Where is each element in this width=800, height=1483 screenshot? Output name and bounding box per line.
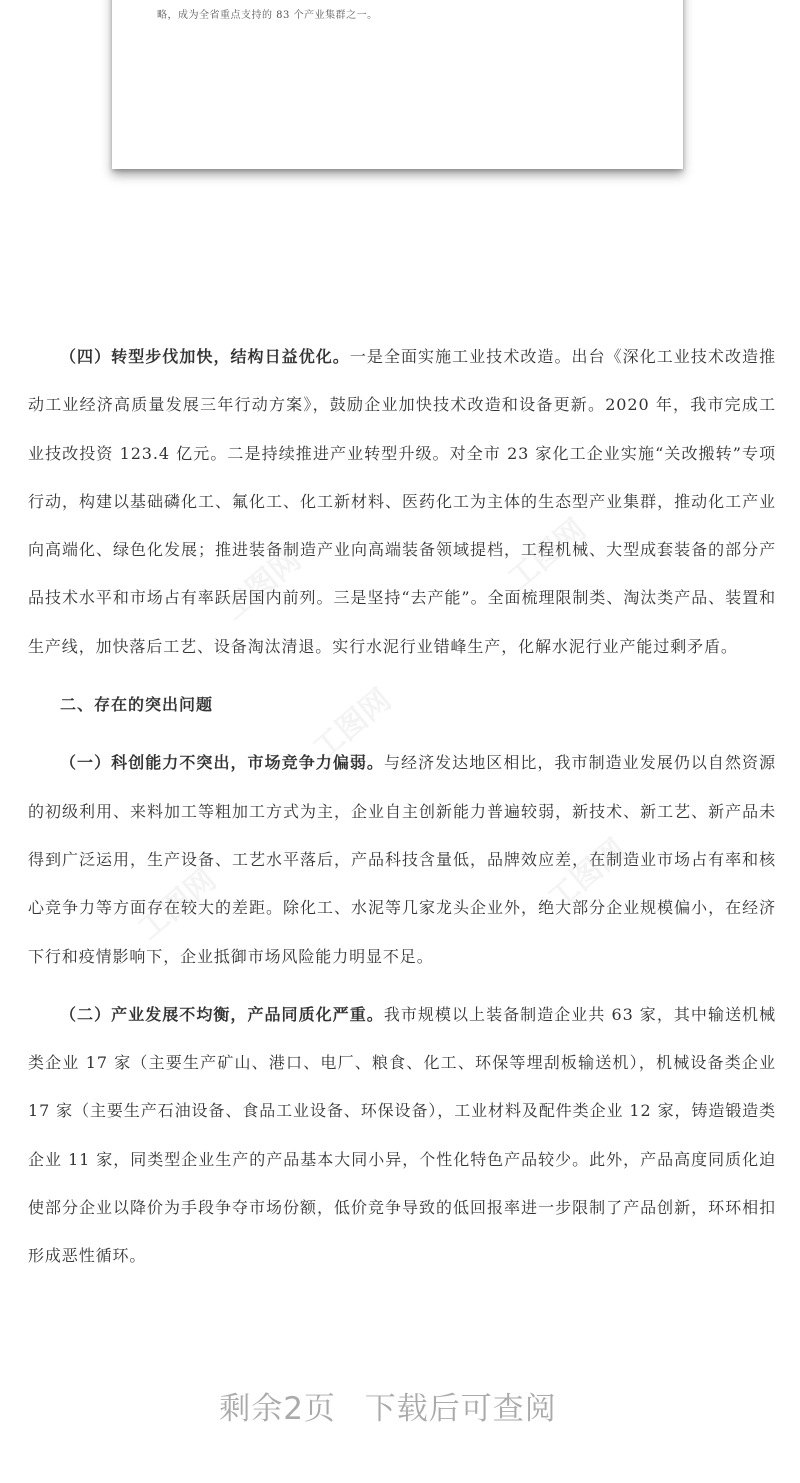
previous-page-preview [112, 0, 683, 169]
watermark: 工图网 [501, 512, 593, 598]
preview-text-line: 略，成为全省重点支持的 83 个产业集群之一。 [157, 10, 378, 21]
paragraph-body: 与经济发达地区相比，我市制造业发展仍以自然资源的初级利用、来料加工等粗加工方式为主，企业自主创新能力普遍较弱，新技术、新工艺、新产品未得到广泛运用，生产设备、工艺水平落后，产品科技含量低，品牌效应差，在制造业市场占有率和核心竞争力等方面存在较大的差距。除化工、水泥等几家龙头企业外，绝大部分企业规模偏小，在经济下行和疫情影响下，企业抵御市场风险能力明显不足。 [28, 753, 776, 966]
paragraph-homogenization [28, 991, 776, 1281]
section-heading: 二、存在的突出问题 [60, 695, 214, 715]
paragraph-lead: （四）转型步伐加快，结构日益优化。 [60, 347, 350, 366]
watermark: 工图网 [306, 682, 398, 768]
watermark: 工图网 [541, 832, 633, 918]
paragraph-innovation [28, 739, 776, 980]
watermark: 工图网 [131, 862, 223, 948]
paragraph-transformation [28, 333, 776, 671]
document-body [28, 333, 776, 1281]
paragraph-lead: （二）产业发展不均衡，产品同质化严重。 [60, 1004, 384, 1024]
download-prompt[interactable]: 剩余2页 下载后可查阅 [219, 1391, 557, 1427]
watermark: 工图网 [216, 542, 308, 628]
paragraph-body: 我市规模以上装备制造企业共 63 家，其中输送机械类企业 17 家（主要生产矿山、港口、电厂、粮食、化工、环保等埋刮板输送机），机械设备类企业 17 家（主要生产石油设备、食品工业设备、环保设备），工业材料及配件类企业 12 家，铸造锻造类企业 11 家，同类型企业生产的产品基本大同小异，个性化特色产品较少。此外，产品高度同质化迫使部分企业以降价为手段争夺市场份额，低价竞争导致的低回报率进一步限制了产品创新，环环相扣形成恶性循环。 [28, 1004, 776, 1266]
paragraph-lead: （一）科创能力不突出，市场竞争力偏弱。 [60, 753, 384, 773]
paragraph-body: 一是全面实施工业技术改造。出台《深化工业技术改造推动工业经济高质量发展三年行动方案》，鼓励企业加快技术改造和设备更新。2020 年，我市完成工业技改投资 123.4 亿元。二是持续推进产业转型升级。对全市 23 家化工企业实施“关改搬转”专项行动，构建以基础磷化工、氟化工、化工新材料、医药化工为主体的生态型产业集群，推动化工产业向高端化、绿色化发展；推进装备制造产业向高端装备领域提档，工程机械、大型成套装备的部分产品技术水平和市场占有率跃居国内前列。三是坚持“去产能”。全面梳理限制类、淘汰类产品、装置和生产线，加快落后工艺、设备淘汰清退。实行水泥行业错峰生产，化解水泥行业产能过剩矛盾。 [28, 347, 776, 656]
